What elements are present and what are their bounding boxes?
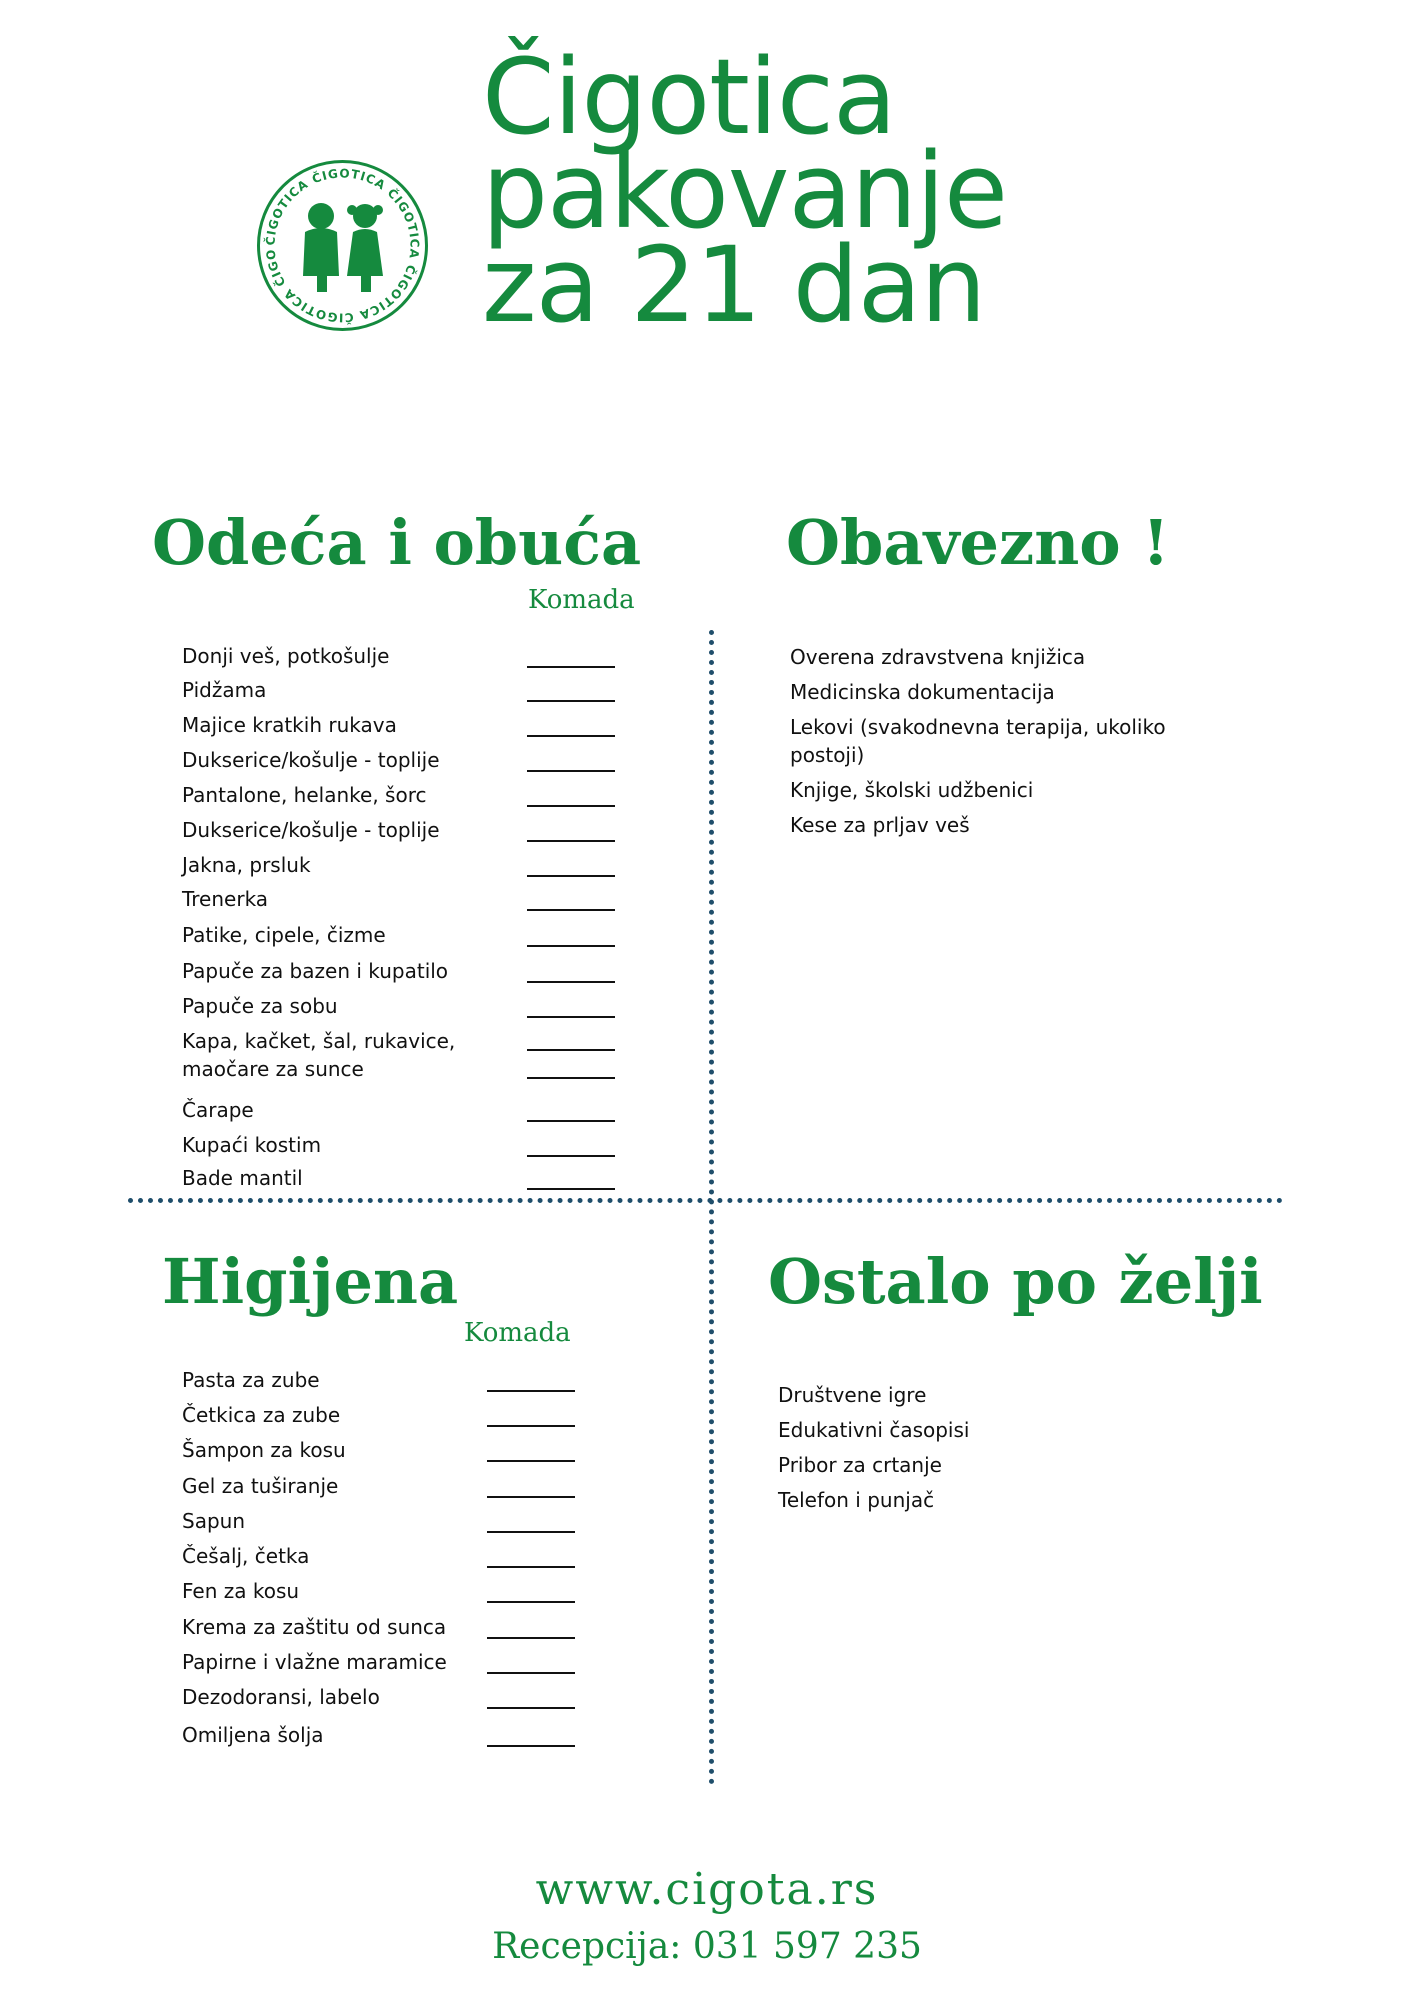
list-item (182, 1721, 652, 1749)
list-item (182, 992, 652, 1020)
vertical-divider (709, 630, 714, 1785)
mandatory-heading: Obavezno ! (786, 506, 1170, 579)
item-label: Dezodoransi, labelo (182, 1685, 380, 1709)
quantity-blank (527, 840, 615, 842)
list-item: Telefon i punjač (778, 1488, 935, 1512)
clothing-heading: Odeća i obuća (152, 506, 642, 579)
quantity-blank (487, 1707, 575, 1709)
list-item (182, 1542, 652, 1570)
quantity-blank (527, 805, 615, 807)
item-label: Krema za zaštitu od sunca (182, 1615, 447, 1639)
quantity-blank (527, 735, 615, 737)
list-item: Pribor za crtanje (778, 1453, 942, 1477)
quantity-blank (527, 1188, 615, 1190)
list-item (182, 957, 652, 985)
item-label: Donji veš, potkošulje (182, 644, 390, 668)
list-item: Kese za prljav veš (790, 813, 970, 837)
footer-phone: Recepcija: 031 597 235 (492, 1926, 922, 1967)
quantity-blank (527, 1016, 615, 1018)
item-label: Šampon za kosu (182, 1438, 346, 1462)
quantity-blank (527, 1155, 615, 1157)
title-line-1: Čigotica (482, 36, 896, 158)
quantity-blank (527, 700, 615, 702)
two-children-icon (255, 158, 430, 333)
list-item (182, 1683, 652, 1711)
cigotica-logo (255, 158, 430, 333)
optional-heading: Ostalo po želji (768, 1245, 1263, 1318)
list-item: Edukativni časopisi (778, 1418, 970, 1442)
list-item: Lekovi (svakodnevna terapija, ukoliko postoji) (790, 715, 1166, 767)
list-item (182, 676, 652, 704)
list-item (182, 1401, 652, 1429)
quantity-blank (487, 1460, 575, 1462)
quantity-blank (487, 1745, 575, 1747)
item-label: Omiljena šolja (182, 1723, 324, 1747)
page-title (482, 36, 1007, 346)
quantity-blank (527, 1049, 615, 1051)
list-item (182, 781, 652, 809)
quantity-blank (487, 1425, 575, 1427)
quantity-blank (527, 666, 615, 668)
list-item (182, 885, 652, 913)
list-item (182, 711, 652, 739)
quantity-blank (527, 945, 615, 947)
title-line-3: za 21 dan (482, 224, 986, 346)
list-item (182, 746, 652, 774)
item-label: Jakna, prsluk (182, 853, 311, 877)
item-label: Pidžama (182, 678, 267, 702)
list-item: Društvene igre (778, 1383, 927, 1407)
list-item: Medicinska dokumentacija (790, 680, 1055, 704)
item-label: Fen za kosu (182, 1579, 300, 1603)
clothing-komada-label: Komada (528, 585, 635, 615)
quantity-blank (487, 1601, 575, 1603)
title-line-2: pakovanje (482, 130, 1007, 252)
list-item (182, 816, 652, 844)
item-label: Bade mantil (182, 1166, 303, 1190)
horizontal-divider (128, 1198, 1283, 1203)
list-item (182, 1131, 652, 1159)
item-label: Pasta za zube (182, 1368, 320, 1392)
list-item (182, 1096, 652, 1124)
hygiene-heading: Higijena (162, 1245, 459, 1318)
logo-ring-text: ČIGOTICA ČIGOTICA ČIGOTICA ČIGOTICA ČIGOTICA ČIGO (263, 166, 422, 325)
item-label: Četkica za zube (182, 1403, 341, 1427)
quantity-blank (527, 770, 615, 772)
item-label: Trenerka (182, 887, 269, 911)
quantity-blank (527, 1077, 615, 1079)
list-item (182, 1164, 652, 1192)
item-label: Papuče za sobu (182, 994, 338, 1018)
optional-list (778, 1381, 1178, 1521)
item-label: Češalj, četka (182, 1544, 310, 1568)
quantity-blank (487, 1390, 575, 1392)
list-item (182, 1366, 652, 1394)
item-label: Kapa, kačket, šal, rukavice, maočare za sunce (182, 1029, 456, 1081)
item-label: Patike, cipele, čizme (182, 923, 386, 947)
footer-website-link[interactable]: www.cigota.rs (535, 1864, 879, 1915)
item-label: Papuče za bazen i kupatilo (182, 959, 449, 983)
quantity-blank (487, 1637, 575, 1639)
quantity-blank (527, 909, 615, 911)
quantity-blank (527, 1120, 615, 1122)
list-item (182, 1472, 652, 1500)
quantity-blank (527, 875, 615, 877)
item-label: Majice kratkih rukava (182, 713, 397, 737)
item-label: Dukserice/košulje - toplije (182, 818, 440, 842)
item-label: Pantalone, helanke, šorc (182, 783, 427, 807)
quantity-blank (487, 1672, 575, 1674)
list-item (182, 1436, 652, 1464)
list-item (182, 1613, 652, 1641)
item-label: Kupaći kostim (182, 1133, 322, 1157)
list-item: Knjige, školski udžbenici (790, 778, 1034, 802)
list-item (182, 642, 652, 670)
quantity-blank (487, 1566, 575, 1568)
quantity-blank (487, 1496, 575, 1498)
list-item (182, 1027, 652, 1083)
list-item (182, 921, 652, 949)
list-item (182, 1648, 652, 1676)
hygiene-komada-label: Komada (464, 1318, 571, 1348)
list-item: Overena zdravstvena knjižica (790, 645, 1086, 669)
quantity-blank (527, 981, 615, 983)
item-label: Čarape (182, 1098, 254, 1122)
item-label: Dukserice/košulje - toplije (182, 748, 440, 772)
list-item (182, 1577, 652, 1605)
item-label: Gel za tuširanje (182, 1474, 339, 1498)
quantity-blank (487, 1531, 575, 1533)
mandatory-list (790, 643, 1190, 846)
list-item (182, 851, 652, 879)
item-label: Sapun (182, 1509, 245, 1533)
list-item (182, 1507, 652, 1535)
item-label: Papirne i vlažne maramice (182, 1650, 447, 1674)
